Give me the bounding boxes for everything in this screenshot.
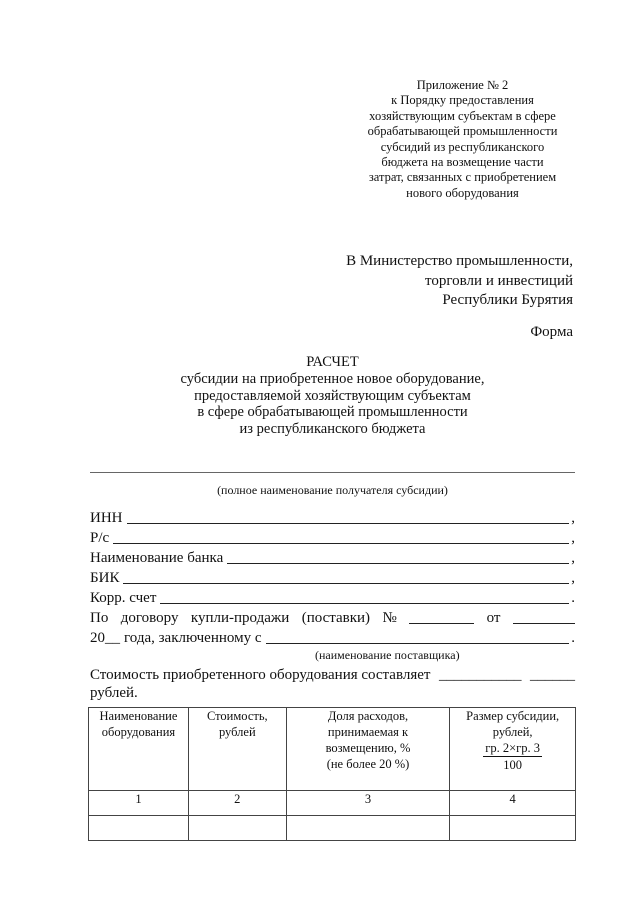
addressee-line: В Министерство промышленности, xyxy=(346,253,573,269)
bik-field[interactable] xyxy=(90,567,575,587)
inn-label: ИНН xyxy=(90,510,123,526)
header-cell-equipment xyxy=(89,708,189,791)
bank-field[interactable] xyxy=(90,547,575,567)
bank-fill-line[interactable] xyxy=(227,549,569,564)
addressee-block xyxy=(273,252,573,311)
header-cell-share xyxy=(286,708,450,791)
appendix-line: субсидий из республиканского xyxy=(380,139,545,154)
header-text: Наименование xyxy=(99,709,178,723)
contract-word: купли-продажи xyxy=(190,610,290,626)
addressee-line: Республики Бурятия xyxy=(442,292,573,308)
table-row xyxy=(89,791,576,816)
cost-row xyxy=(90,664,575,684)
header-text: принимаемая к xyxy=(327,725,409,739)
contract-word: По xyxy=(90,610,109,626)
column-number: 2 xyxy=(188,791,286,816)
rs-field[interactable] xyxy=(90,527,575,547)
rs-fill-line[interactable] xyxy=(113,529,569,544)
bank-label: Наименование банка xyxy=(90,550,224,566)
header-text: возмещению, % xyxy=(325,741,411,755)
table-row xyxy=(89,816,576,841)
table-cell[interactable] xyxy=(450,816,576,841)
supplier-fill-line[interactable] xyxy=(266,629,570,644)
supplier-caption: (наименование поставщика) xyxy=(315,648,460,662)
inn-comma: , xyxy=(571,510,575,526)
title-line: предоставляемой хозяйствующим субъектам xyxy=(194,387,471,404)
header-cell-cost xyxy=(188,708,286,791)
title-heading: РАСЧЕТ xyxy=(306,354,359,370)
inn-fill-line[interactable] xyxy=(127,509,570,524)
table-cell[interactable] xyxy=(286,816,450,841)
appendix-line: бюджета на возмещение части xyxy=(381,155,544,170)
appendix-line: обрабатывающей промышленности xyxy=(367,124,558,139)
number-sign: № xyxy=(382,610,397,626)
recipient-name-line[interactable] xyxy=(90,472,575,473)
year-prefix: 20__ xyxy=(90,630,120,646)
inn-field[interactable] xyxy=(90,507,575,527)
rs-label: Р/с xyxy=(90,530,110,546)
cost-currency: рублей. xyxy=(90,685,138,701)
formula-numerator: гр. 2×гр. 3 xyxy=(485,741,541,755)
corr-period: . xyxy=(571,590,575,606)
header-text: Стоимость, xyxy=(206,709,268,723)
corr-fill-line[interactable] xyxy=(160,589,569,604)
appendix-line: нового оборудования xyxy=(406,185,519,200)
contract-number-fill[interactable] xyxy=(409,609,474,624)
rs-comma: , xyxy=(571,530,575,546)
header-text: Размер субсидии, xyxy=(466,709,560,723)
cost-fill[interactable]: ___________ xyxy=(438,667,522,683)
form-label: Форма xyxy=(530,324,573,340)
appendix-line: хозяйствующим субъектам в сфере xyxy=(369,108,556,123)
cost-fill-2[interactable]: ______ xyxy=(530,667,575,683)
bik-comma: , xyxy=(571,570,575,586)
contract-word: договору xyxy=(120,610,179,626)
appendix-line: затрат, связанных с приобретением xyxy=(368,170,557,185)
contract-date-fill[interactable] xyxy=(513,609,575,624)
addressee-line: торговли и инвестиций xyxy=(425,272,573,289)
table-cell[interactable] xyxy=(89,816,189,841)
cost-text: Стоимость приобретенного оборудования составляет xyxy=(90,667,431,683)
bik-label: БИК xyxy=(90,570,120,586)
formula-denominator: 100 xyxy=(503,758,523,772)
from-word: от xyxy=(486,610,501,626)
appendix-line: к Порядку предоставления xyxy=(391,93,534,108)
title-line: субсидии на приобретенное новое оборудование, xyxy=(180,370,485,387)
header-text: рублей xyxy=(218,725,256,739)
formula xyxy=(450,740,575,773)
contract-row xyxy=(90,607,575,627)
appendix-block xyxy=(340,78,585,201)
header-text: Доля расходов, xyxy=(327,709,409,723)
title-line: из республиканского бюджета xyxy=(239,421,426,438)
header-text: рублей, xyxy=(492,725,533,739)
year-row xyxy=(90,627,575,647)
corr-field[interactable] xyxy=(90,587,575,607)
column-number: 1 xyxy=(89,791,189,816)
title-line: в сфере обрабатывающей промышленности xyxy=(197,404,468,421)
corr-label: Корр. счет xyxy=(90,590,157,606)
header-text: (не более 20 %) xyxy=(326,757,410,771)
column-number: 4 xyxy=(450,791,576,816)
year-text: года, заключенному с xyxy=(124,630,262,646)
contract-word: (поставки) xyxy=(301,610,371,626)
bik-fill-line[interactable] xyxy=(123,569,569,584)
table-header-row xyxy=(89,708,576,791)
column-number: 3 xyxy=(286,791,450,816)
header-cell-subsidy xyxy=(450,708,576,791)
document-title xyxy=(90,354,575,438)
table-cell[interactable] xyxy=(188,816,286,841)
recipient-caption: (полное наименование получателя субсидии) xyxy=(217,483,448,497)
appendix-line: Приложение № 2 xyxy=(416,78,509,92)
calculation-table xyxy=(88,707,576,841)
header-text: оборудования xyxy=(101,725,176,739)
year-end: . xyxy=(571,630,575,646)
bank-comma: , xyxy=(571,550,575,566)
